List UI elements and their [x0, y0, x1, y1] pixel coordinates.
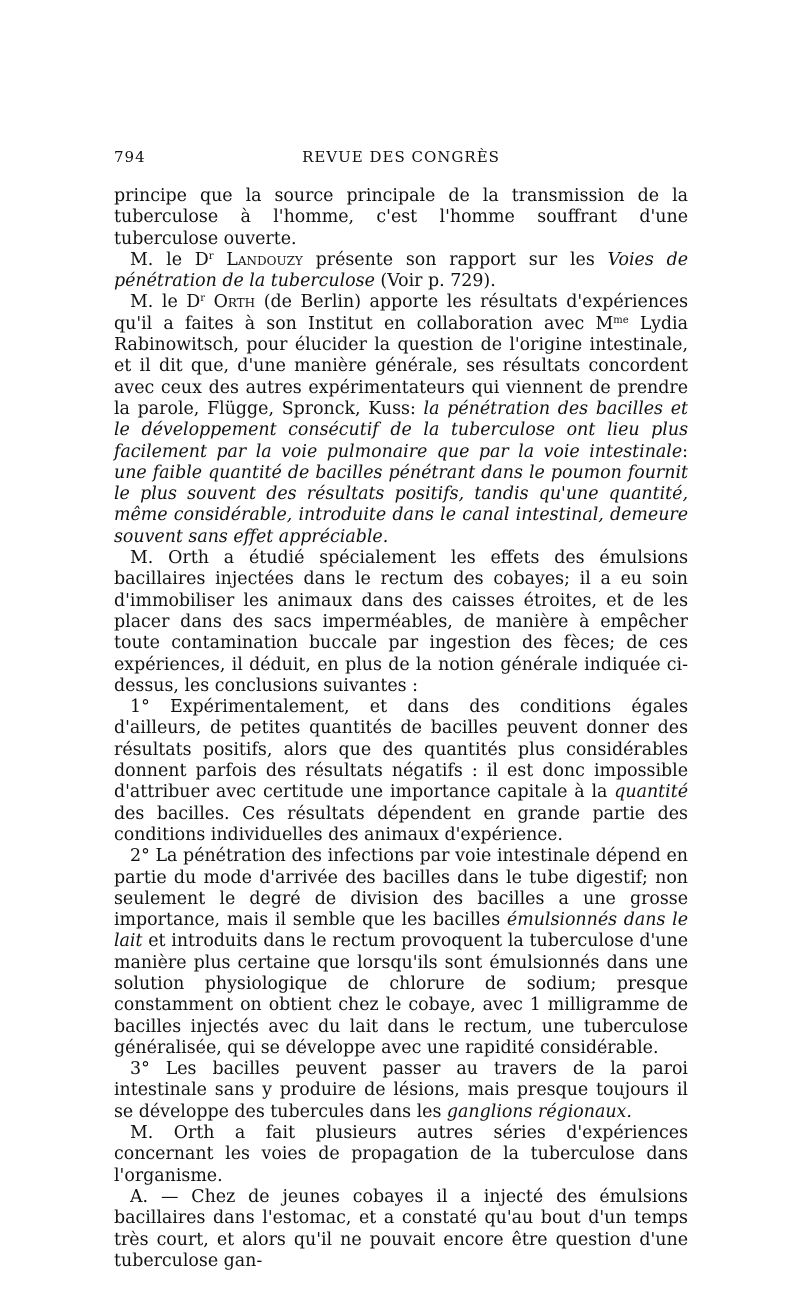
text-run: [214, 250, 227, 270]
superscript: me: [613, 314, 629, 326]
text-run: M. le D: [130, 292, 201, 313]
text-run: présente son rapport sur les: [302, 249, 608, 270]
paragraph-4: [114, 548, 688, 697]
paragraph-1: [114, 186, 688, 250]
paragraph-2: [114, 250, 688, 293]
text-run: des bacilles. Ces résultats dépendent en grande partie des conditions individuelles des animaux d'expérience.: [114, 803, 688, 845]
superscript: r: [200, 293, 206, 305]
paragraph-3: [114, 292, 688, 548]
text-run: M. Orth a étudié spécialement les effets des émulsions bacillaires injectées dans le rectum des cobayes; il a eu soin d'immobiliser les animaux dans des caisses étroites, et de les placer dans des sacs imperméables, de manière à empêcher toute contamination buccale par ingestion des fèces; de ces expériences, il déduit, en plus de la notion générale indiquée ci-dessus, les conclusions suivantes :: [114, 548, 688, 696]
paragraph-7: [114, 1059, 688, 1123]
paragraph-5: [114, 697, 688, 846]
text-run: (de Berlin) apporte les résultats d'expériences qu'il a faites à son Institut en collaboration avec M: [114, 292, 688, 334]
italic-run: quantité: [614, 782, 688, 803]
italic-run: Voies de pénétration de la tuberculose: [114, 249, 688, 292]
text-run: A. — Chez de jeunes cobayes il a injecté des émulsions bacillaires dans l'estomac, et a constaté qu'au bout d'un temps très court, et alors qu'il ne pouvait encore être question d'une tuberculose gan-: [114, 1186, 688, 1271]
italic-run: émulsionnés dans le lait: [114, 910, 688, 952]
running-header: [114, 148, 688, 174]
italic-run: la pénétration des bacilles et le développement consécutif de la tuberculose ont lieu plus facilement par la voie pulmonaire que par la voie intestinale: [114, 398, 688, 462]
superscript: r: [208, 250, 214, 262]
text-run: et introduits dans le rectum provoquent la tuberculose d'une manière plus certaine que lorsqu'ils sont émulsionnés dans une solution physiologique de chlorure de sodium; presque constamment on obtient chez le cobaye, avec 1 milligramme de bacilles injectés avec du lait dans le rectum, une tuberculose généralisée, qui se développe avec une rapidité considérable.: [114, 931, 688, 1058]
italic-run: ganglions régionaux.: [446, 1101, 632, 1122]
page-number: 794: [114, 148, 146, 166]
text-run: (Voir p. 729).: [374, 271, 496, 292]
paragraph-8: [114, 1123, 688, 1187]
text-run: principe que la source principale de la transmission de la tuberculose à l'homme, c'est l'homme souffrant d'une tuberculose ouverte.: [114, 186, 688, 249]
paragraph-9: [114, 1187, 688, 1272]
author-name: Landouzy: [226, 249, 303, 270]
text-run: :: [682, 441, 688, 462]
italic-run: une faible quantité de bacilles pénétrant dans le poumon fournit le plus souvent des résultats positifs, tandis qu'une quantité, même considérable, introduite dans le canal intestinal, demeure souvent sans effet appréciable.: [114, 462, 688, 547]
text-run: 3° Les bacilles peuvent passer au travers de la paroi intestinale sans y produire de lésions, mais presque toujours il se développe des tubercules dans les: [114, 1059, 688, 1122]
text-run: [205, 292, 214, 312]
book-page: [114, 148, 688, 1272]
text-run: M. Orth a fait plusieurs autres séries d'expériences concernant les voies de propagation de la tuberculose dans l'organisme.: [114, 1123, 688, 1186]
paragraph-6: [114, 846, 688, 1059]
text-run: M. le D: [130, 249, 209, 270]
text-run: 1° Expérimentalement, et dans des conditions égales d'ailleurs, de petites quantités de bacilles peuvent donner des résultats positifs, alors que des quantités plus considérables donnent parfois des résultats négatifs : il est donc impossible d'attribuer avec certitude une importance capitale à la: [114, 697, 688, 803]
text-run: 2° La pénétration des infections par voie intestinale dépend en partie du mode d'arrivée des bacilles dans le tube digestif; non seulement le degré de division des bacilles a une grosse importance, mais il semble que les bacilles: [114, 846, 688, 931]
running-title: REVUE DES CONGRÈS: [302, 148, 500, 166]
body-text: [114, 186, 688, 1272]
text-run: Lydia Rabinowitsch, pour élucider la question de l'origine intestinale, et il dit que, d'une manière générale, ses résultats concordent avec ceux des autres expérimentateurs qui viennent de prendre la parole, Flügge, Spronck, Kuss:: [114, 313, 688, 419]
author-name: Orth: [213, 292, 256, 313]
